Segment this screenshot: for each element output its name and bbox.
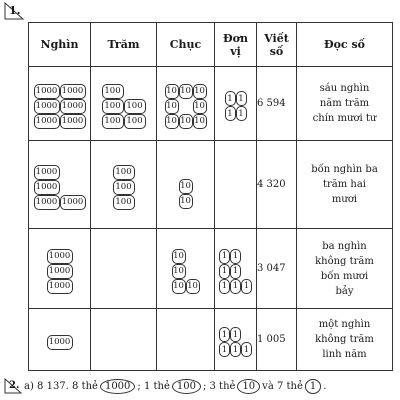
written-number: 3 047 <box>257 229 297 309</box>
card-1: 1 <box>230 249 241 264</box>
exercise-2-prefix: a) 8 137. 8 thẻ <box>24 380 98 392</box>
card-1: 1 <box>219 264 230 279</box>
card-100-oval: 100 <box>172 379 201 394</box>
header-thousands: Nghìn <box>29 23 91 67</box>
card-100: 100 <box>102 99 124 114</box>
read-number <box>297 67 393 141</box>
cell-hundreds <box>91 309 157 371</box>
card-100: 100 <box>102 84 124 99</box>
exercise-2-sep2: ; 3 thẻ <box>202 380 236 392</box>
exercise-1-marker <box>4 2 24 20</box>
table-row <box>29 141 393 229</box>
card-1: 1 <box>230 342 241 357</box>
exercise-1-number: 1. <box>9 4 21 17</box>
card-1000: 1000 <box>34 99 60 114</box>
read-line: năm trăm <box>319 98 370 109</box>
card-1: 1 <box>236 106 247 121</box>
card-100: 100 <box>113 165 135 180</box>
card-100: 100 <box>124 114 146 129</box>
header-ones-line1: Đơn <box>223 31 248 45</box>
read-line: ba nghìn <box>322 240 367 252</box>
exercise-2-marker <box>4 378 22 394</box>
card-1: 1 <box>236 91 247 106</box>
cell-ones <box>215 67 257 141</box>
cell-tens <box>157 141 215 229</box>
header-ones <box>215 23 257 67</box>
card-1000: 1000 <box>34 195 60 210</box>
card-10: 10 <box>165 99 179 114</box>
card-1: 1 <box>219 279 230 294</box>
cell-hundreds <box>91 141 157 229</box>
read-line: một nghìn <box>318 319 371 330</box>
card-10: 10 <box>165 114 179 129</box>
header-ones-line2: vị <box>230 44 241 58</box>
card-1: 1 <box>219 342 230 357</box>
card-100: 100 <box>102 114 124 129</box>
card-1000: 1000 <box>34 165 60 180</box>
exercise-2-number: 2. <box>9 380 20 391</box>
cell-thousands <box>29 229 91 309</box>
cell-thousands <box>29 141 91 229</box>
card-10: 10 <box>186 279 200 294</box>
cell-thousands <box>29 309 91 371</box>
read-number <box>297 141 393 229</box>
written-number: 4 320 <box>257 141 297 229</box>
card-10: 10 <box>193 114 207 129</box>
card-100: 100 <box>113 180 135 195</box>
card-1: 1 <box>230 264 241 279</box>
header-tens: Chục <box>157 23 215 67</box>
read-number <box>297 229 393 309</box>
read-line: bảy <box>335 285 354 297</box>
card-1000: 1000 <box>47 279 73 294</box>
read-number <box>297 309 393 371</box>
card-1000: 1000 <box>34 114 60 129</box>
card-10: 10 <box>172 249 186 264</box>
card-1000: 1000 <box>60 195 86 210</box>
read-line: không trăm <box>315 334 374 345</box>
read-line: chín mươi tư <box>312 113 377 124</box>
exercise-2-sep1: ; 1 thẻ <box>137 380 170 392</box>
read-line: bốn mươi <box>320 270 369 282</box>
cell-ones <box>215 141 257 229</box>
card-1000: 1000 <box>34 84 60 99</box>
card-1000: 1000 <box>47 249 73 264</box>
header-written <box>257 23 297 67</box>
cell-hundreds <box>91 67 157 141</box>
card-1: 1 <box>219 327 230 342</box>
card-1000: 1000 <box>34 180 60 195</box>
card-1000: 1000 <box>60 84 86 99</box>
table-row <box>29 67 393 141</box>
card-1: 1 <box>219 249 230 264</box>
card-1000: 1000 <box>60 99 86 114</box>
header-written-line1: Viết <box>264 31 289 45</box>
cell-ones <box>215 229 257 309</box>
table-row <box>29 229 393 309</box>
exercise-2-suffix: . <box>323 380 327 392</box>
cell-tens <box>157 229 215 309</box>
card-1-oval: 1 <box>305 379 321 394</box>
card-1: 1 <box>241 279 252 294</box>
cell-tens <box>157 67 215 141</box>
card-1000: 1000 <box>47 335 73 350</box>
header-row <box>29 23 393 67</box>
card-1: 1 <box>225 91 236 106</box>
read-line: linh năm <box>322 349 367 360</box>
read-line: trăm hai <box>322 179 367 190</box>
cell-hundreds <box>91 229 157 309</box>
card-1: 1 <box>225 106 236 121</box>
header-read: Đọc số <box>297 23 393 67</box>
read-line: mươi <box>331 194 358 205</box>
card-10: 10 <box>179 179 193 194</box>
card-1: 1 <box>241 342 252 357</box>
header-written-line2: số <box>269 44 284 58</box>
card-10: 10 <box>193 99 207 114</box>
header-hundreds: Trăm <box>91 23 157 67</box>
exercise-2 <box>4 378 326 394</box>
card-10: 10 <box>179 194 193 209</box>
card-10: 10 <box>172 264 186 279</box>
read-line: bốn nghìn ba <box>311 164 378 175</box>
table-row <box>29 309 393 371</box>
cell-tens <box>157 309 215 371</box>
cell-ones <box>215 309 257 371</box>
read-line: sáu nghìn <box>319 83 370 94</box>
card-100: 100 <box>124 99 146 114</box>
card-1000: 1000 <box>60 114 86 129</box>
card-1000-oval: 1000 <box>100 379 135 394</box>
card-10: 10 <box>179 84 193 99</box>
card-10: 10 <box>172 279 186 294</box>
place-value-table <box>28 22 393 371</box>
exercise-2-sep3: và 7 thẻ <box>262 380 303 392</box>
read-line: không trăm <box>315 255 374 267</box>
card-1000: 1000 <box>47 264 73 279</box>
card-10: 10 <box>193 84 207 99</box>
card-1: 1 <box>230 327 241 342</box>
card-100: 100 <box>113 195 135 210</box>
card-10: 10 <box>179 114 193 129</box>
card-10: 10 <box>165 84 179 99</box>
card-10-oval: 10 <box>237 379 260 394</box>
cell-thousands <box>29 67 91 141</box>
written-number: 6 594 <box>257 67 297 141</box>
card-1: 1 <box>230 279 241 294</box>
written-number: 1 005 <box>257 309 297 371</box>
